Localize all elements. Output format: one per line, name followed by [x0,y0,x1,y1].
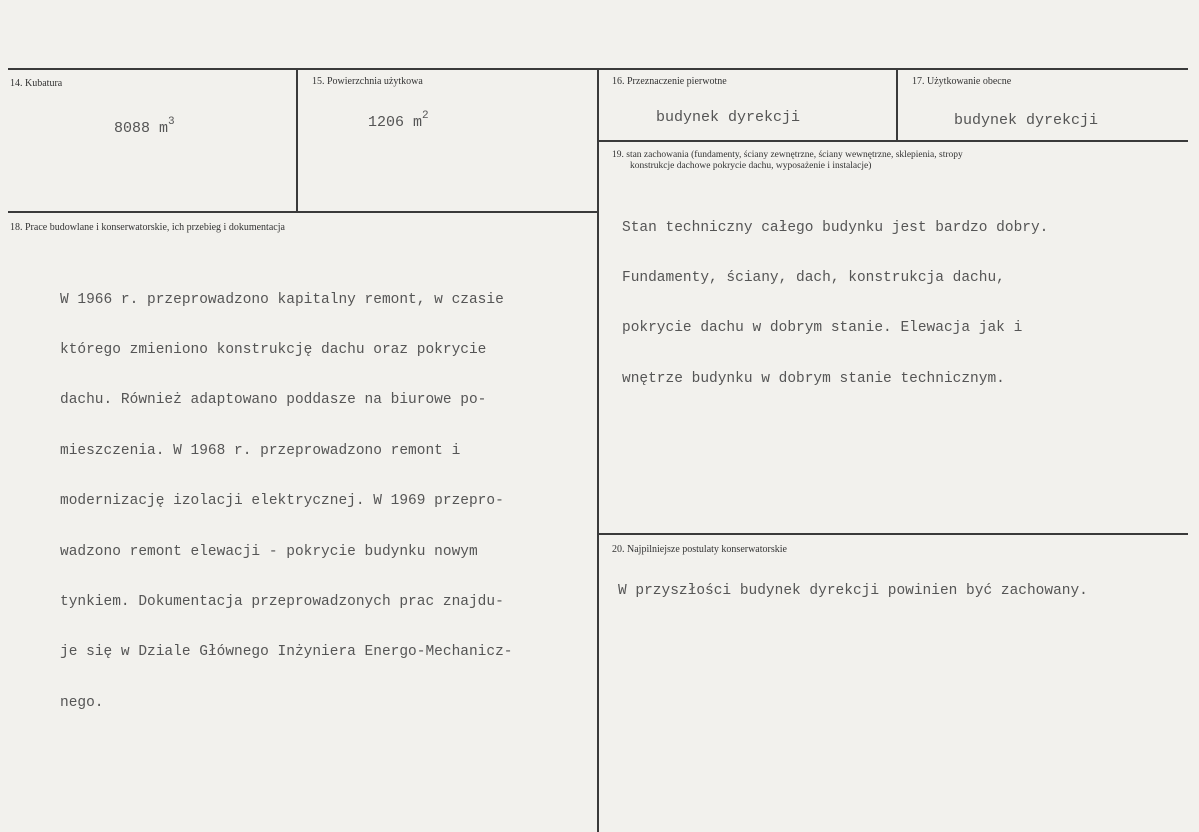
field-15-exponent: 2 [422,110,429,122]
field-19-label-line2: konstrukcje dachowe pokrycie dachu, wyposażenie i instalacje) [630,161,872,171]
divider-16-17 [896,69,898,141]
rule-under-19 [598,533,1188,535]
field-15-label: 15. Powierzchnia użytkowa [312,76,423,87]
divider-left-right [597,69,599,832]
field-16-label: 16. Przeznaczenie pierwotne [612,76,727,87]
field-19-line: Fundamenty, ściany, dach, konstrukcja dachu, [622,269,1005,286]
divider-14-15 [296,69,298,213]
field-19-line: wnętrze budynku w dobrym stanie technicznym. [622,370,1005,387]
field-20-text: W przyszłości budynek dyrekcji powinien być zachowany. [618,583,1088,599]
field-18-line: W 1966 r. przeprowadzono kapitalny remont, w czasie [60,291,504,308]
rule-under-14-15 [8,211,598,213]
field-18-line: którego zmieniono konstrukcję dachu oraz pokrycie [60,341,487,358]
field-15-value [368,112,429,131]
field-15-number: 1206 m [368,114,423,131]
field-18-line: dachu. Również adaptowano poddasze na biurowe po- [60,392,487,409]
field-18-line: modernizację izolacji elektrycznej. W 1969 przepro- [60,493,504,510]
field-17-value: budynek dyrekcji [954,112,1099,129]
field-18-line: wadzono remont elewacji - pokrycie budynku nowym [60,543,478,560]
field-14-number: 8088 m [114,120,169,137]
field-19-line: Stan techniczny całego budynku jest bardzo dobry. [622,219,1049,236]
field-16-value: budynek dyrekcji [656,109,801,126]
field-17-label: 17. Użytkowanie obecne [912,76,1012,87]
field-18-line: nego. [60,694,104,711]
rule-under-16-17 [598,140,1188,142]
field-14-label: 14. Kubatura [10,78,63,89]
field-18-text [60,258,512,745]
field-18-label: 18. Prace budowlane i konserwatorskie, ich przebieg i dokumentacja [10,222,285,233]
field-19-label-line1: 19. stan zachowania (fundamenty, ściany zewnętrzne, ściany wewnętrzne, sklepienia, stropy [612,150,963,160]
field-18-line: mieszczenia. W 1968 r. przeprowadzono remont i [60,442,461,459]
field-19-line: pokrycie dachu w dobrym stanie. Elewacja jak i [622,320,1023,337]
field-14-value [114,118,175,137]
field-20-label: 20. Najpilniejsze postulaty konserwatorskie [612,544,787,555]
field-18-line: tynkiem. Dokumentacja przeprowadzonych prac znajdu- [60,593,504,610]
field-14-exponent: 3 [168,116,175,128]
field-18-line: je się w Dziale Głównego Inżyniera Energo-Mechanicz- [60,644,513,661]
field-19-text [622,186,1048,421]
